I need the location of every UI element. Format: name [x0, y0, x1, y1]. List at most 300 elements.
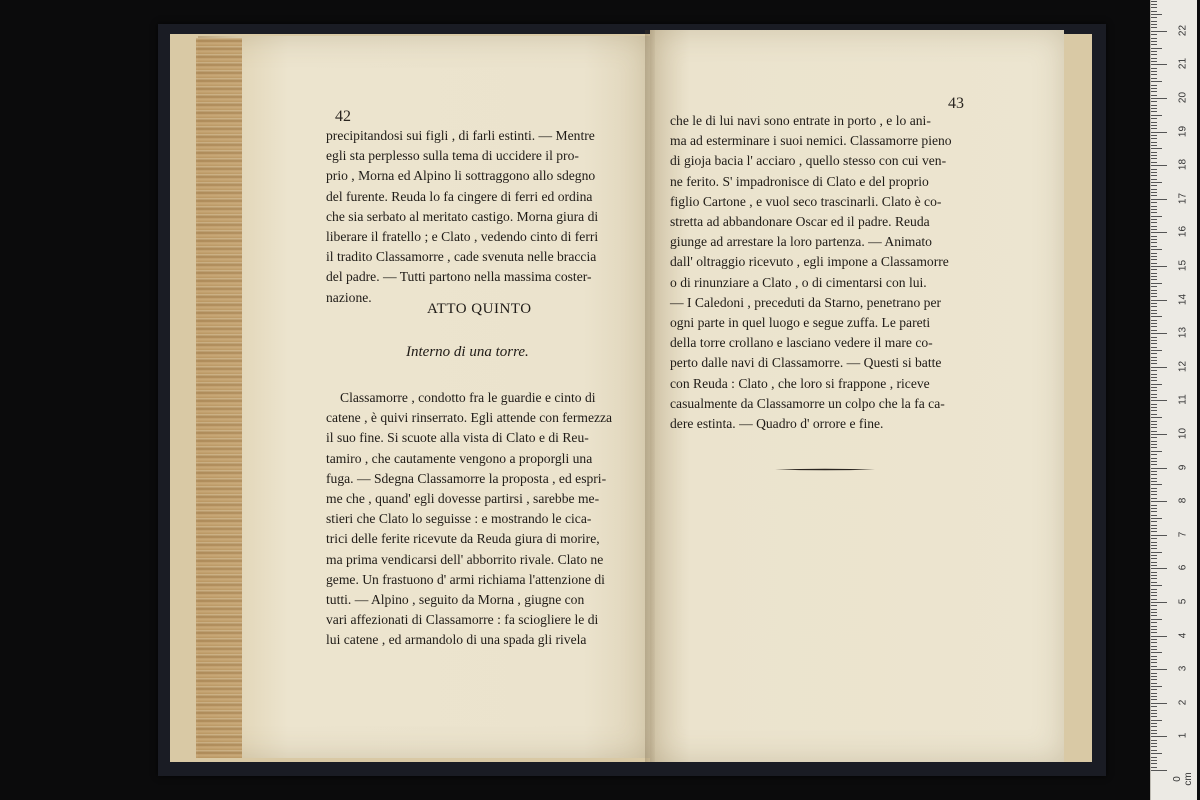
ruler-tick	[1151, 195, 1157, 196]
ruler-tick	[1151, 642, 1157, 643]
ruler-tick	[1151, 21, 1157, 22]
ruler-tick	[1151, 632, 1157, 633]
ruler-tick	[1151, 58, 1157, 59]
ruler-tick	[1151, 521, 1157, 522]
ruler-tick	[1151, 357, 1157, 358]
ruler-tick	[1151, 296, 1157, 297]
right-page-number: 43	[948, 95, 964, 112]
ruler-tick	[1151, 122, 1157, 123]
text-line: ma prima vendicarsi dell' abborrito rivale. Clato ne	[326, 551, 604, 567]
ruler-tick	[1151, 605, 1157, 606]
ruler-tick	[1151, 659, 1157, 660]
ruler-tick	[1151, 293, 1157, 294]
ruler-tick	[1151, 763, 1157, 764]
ruler-number: 1	[1177, 733, 1189, 739]
ruler-tick	[1151, 95, 1157, 96]
ruler-tick	[1151, 615, 1157, 616]
ruler-tick	[1151, 249, 1162, 250]
text-line: catene , è quivi rinserrato. Egli attende con fermezza	[326, 410, 613, 426]
ruler-tick	[1151, 575, 1157, 576]
text-line: con Reuda : Clato , che loro si frappone , riceve	[670, 375, 930, 391]
ruler-tick	[1151, 458, 1157, 459]
ruler-tick	[1151, 51, 1157, 52]
ruler-number: 10	[1177, 427, 1189, 440]
ruler-tick	[1151, 162, 1157, 163]
ruler-tick	[1151, 542, 1157, 543]
ruler-number: 9	[1177, 464, 1189, 470]
ruler-tick	[1151, 404, 1157, 405]
text-line: vari affezionati di Classamorre : fa sciogliere le di	[326, 612, 599, 628]
ruler-number: 7	[1177, 531, 1189, 538]
ruler-tick	[1151, 145, 1157, 146]
book-gutter	[645, 30, 655, 762]
ruler-tick	[1151, 562, 1157, 563]
ruler-tick	[1151, 85, 1157, 86]
ruler-tick	[1151, 555, 1157, 556]
ruler-tick	[1151, 612, 1157, 613]
text-line: stieri che Clato lo seguisse : e mostrando le cica-	[326, 511, 592, 527]
text-line: stretta ad abbandonare Oscar ed il padre. Reuda	[670, 214, 930, 230]
ruler-tick	[1151, 454, 1157, 455]
ruler-tick	[1151, 699, 1157, 700]
ruler-tick	[1151, 407, 1157, 408]
ruler-tick	[1151, 27, 1157, 28]
ruler-tick	[1151, 582, 1157, 583]
ruler-tick	[1151, 152, 1157, 153]
ruler-number: 16	[1177, 226, 1189, 238]
ruler-tick	[1151, 290, 1157, 291]
ruler-tick	[1151, 88, 1157, 89]
ruler-tick	[1151, 444, 1157, 445]
ruler-tick	[1151, 683, 1157, 684]
ruler-tick	[1151, 330, 1157, 331]
ruler-tick	[1151, 464, 1157, 465]
ruler-tick	[1151, 626, 1157, 627]
ruler-tick	[1151, 111, 1157, 112]
ruler-tick	[1151, 494, 1157, 495]
ruler-tick	[1151, 24, 1157, 25]
ruler-tick	[1151, 283, 1162, 284]
ruler-tick	[1151, 125, 1157, 126]
ruler-tick	[1151, 172, 1157, 173]
ruler-tick	[1151, 515, 1157, 516]
ruler-tick	[1151, 384, 1162, 385]
ruler-tick	[1151, 11, 1157, 12]
ruler-tick	[1151, 474, 1157, 475]
text-line: figlio Cartone , e vuol seco trascinarli. Clato è co-	[670, 193, 942, 209]
ruler-tick	[1151, 256, 1157, 257]
ruler-number: 22	[1177, 24, 1189, 36]
ruler-tick	[1151, 723, 1157, 724]
text-line: tutti. — Alpino , seguito da Morna , giugne con	[326, 592, 585, 608]
ruler-tick	[1151, 400, 1167, 401]
text-line: del furente. Reuda lo fa cingere di ferri ed ordina	[326, 188, 593, 204]
ruler-tick	[1151, 491, 1157, 492]
ruler-tick	[1151, 229, 1157, 230]
ruler-tick	[1151, 421, 1157, 422]
ruler-tick	[1151, 263, 1157, 264]
ruler-tick	[1151, 548, 1157, 549]
ruler-tick	[1151, 696, 1157, 697]
ruler-tick	[1151, 148, 1162, 149]
ruler-tick	[1151, 746, 1157, 747]
text-line: giunge ad arrestare la loro partenza. — Animato	[670, 234, 932, 250]
ruler-tick	[1151, 753, 1162, 754]
ruler-tick	[1151, 303, 1157, 304]
ruler-tick	[1151, 286, 1157, 287]
ruler-tick	[1151, 71, 1157, 72]
left-paragraph-2	[326, 388, 626, 651]
text-line: liberare il fratello ; e Clato , vedendo cinto di ferri	[326, 229, 599, 245]
ruler-number: 4	[1177, 632, 1189, 638]
left-paragraph-1	[326, 126, 626, 308]
text-line: o di rinunziare a Clato , o di cimentarsi con lui.	[670, 274, 927, 290]
ruler-tick	[1151, 61, 1157, 62]
ruler-tick	[1151, 108, 1157, 109]
ruler-tick	[1151, 34, 1157, 35]
ruler-number: 12	[1177, 360, 1189, 372]
text-line: ogni parte in quel luogo e segue zuffa. Le pareti	[670, 315, 931, 331]
ruler-tick	[1151, 447, 1157, 448]
act-title: ATTO QUINTO	[427, 301, 532, 317]
ruler-tick	[1151, 595, 1157, 596]
end-ornament-rule	[775, 468, 875, 471]
ruler-tick	[1151, 185, 1157, 186]
ruler-tick	[1151, 501, 1167, 502]
ruler-number: 11	[1177, 394, 1189, 406]
ruler-tick	[1151, 434, 1167, 435]
ruler-tick	[1151, 135, 1157, 136]
ruler-tick	[1151, 360, 1157, 361]
ruler-tick	[1151, 316, 1162, 317]
ruler-tick	[1151, 367, 1167, 368]
ruler-tick	[1151, 538, 1157, 539]
ruler-tick	[1151, 158, 1157, 159]
ruler-tick	[1151, 736, 1167, 737]
ruler-tick	[1151, 666, 1157, 667]
ruler-tick	[1151, 212, 1157, 213]
text-line: dall' oltraggio ricevuto , egli impone a Classamorre	[670, 254, 949, 270]
ruler-tick	[1151, 531, 1157, 532]
scene-title: Interno di una torre.	[406, 344, 529, 360]
text-line: di gioja bacia l' acciaro , quello stesso con cui ven-	[670, 153, 947, 169]
ruler-tick	[1151, 760, 1157, 761]
ruler-tick	[1151, 226, 1157, 227]
ruler-tick	[1151, 64, 1167, 65]
ruler-tick	[1151, 394, 1157, 395]
deckled-spine-edge	[196, 38, 242, 758]
ruler-tick	[1151, 343, 1157, 344]
ruler-tick	[1151, 273, 1157, 274]
ruler-tick	[1151, 310, 1157, 311]
ruler-tick	[1151, 68, 1157, 69]
ruler-number: 2	[1177, 699, 1189, 706]
ruler-tick	[1151, 488, 1157, 489]
ruler-tick	[1151, 165, 1167, 166]
ruler-tick	[1151, 545, 1157, 546]
ruler-tick	[1151, 656, 1157, 657]
ruler-tick	[1151, 387, 1157, 388]
ruler-tick	[1151, 417, 1162, 418]
ruler-tick	[1151, 320, 1157, 321]
ruler-tick	[1151, 686, 1162, 687]
ruler-tick	[1151, 105, 1157, 106]
ruler-unit-label: 0 cm	[1172, 772, 1194, 786]
text-line: me che , quand' egli dovesse partirsi , sarebbe me-	[326, 491, 600, 507]
ruler-tick	[1151, 14, 1162, 15]
text-line: nazione.	[326, 289, 372, 305]
measurement-ruler	[1150, 0, 1197, 800]
ruler-tick	[1151, 31, 1167, 32]
text-line: che le di lui navi sono entrate in porto , e lo ani-	[670, 113, 931, 128]
text-line: precipitandosi sui figli , di farli estinti. — Mentre	[326, 128, 595, 143]
ruler-tick	[1151, 461, 1157, 462]
text-line: dere estinta. — Quadro d' orrore e fine.	[670, 416, 884, 432]
ruler-tick	[1151, 622, 1157, 623]
ruler-tick	[1151, 585, 1162, 586]
ruler-tick	[1151, 209, 1157, 210]
ruler-tick	[1151, 216, 1162, 217]
text-line: casualmente da Classamorre un colpo che la fa ca-	[670, 395, 945, 411]
ruler-tick	[1151, 414, 1157, 415]
ruler-tick	[1151, 437, 1157, 438]
ruler-tick	[1151, 528, 1157, 529]
ruler-tick	[1151, 525, 1157, 526]
ruler-tick	[1151, 713, 1157, 714]
text-line: geme. Un frastuono d' armi richiama l'attenzione di	[326, 571, 605, 587]
ruler-tick	[1151, 41, 1157, 42]
ruler-tick	[1151, 716, 1157, 717]
text-line: del padre. — Tutti partono nella massima coster-	[326, 269, 592, 285]
text-line: tamiro , che cautamente vengono a proporgli una	[326, 450, 593, 466]
ruler-tick	[1151, 599, 1157, 600]
ruler-tick	[1151, 646, 1157, 647]
ruler-tick	[1151, 441, 1157, 442]
ruler-tick	[1151, 377, 1157, 378]
ruler-tick	[1151, 380, 1157, 381]
ruler-tick	[1151, 239, 1157, 240]
ruler-tick	[1151, 78, 1157, 79]
ruler-tick	[1151, 518, 1162, 519]
ruler-tick	[1151, 710, 1157, 711]
ruler-tick	[1151, 54, 1157, 55]
ruler-tick	[1151, 48, 1162, 49]
ruler-tick	[1151, 706, 1157, 707]
ruler-tick	[1151, 98, 1167, 99]
ruler-number: 19	[1177, 125, 1189, 137]
ruler-tick	[1151, 363, 1157, 364]
ruler-tick	[1151, 619, 1162, 620]
ruler-tick	[1151, 770, 1167, 771]
ruler-tick	[1151, 390, 1157, 391]
ruler-tick	[1151, 326, 1157, 327]
text-line: lui catene , ed armandolo di una spada gli rivela	[326, 632, 587, 648]
ruler-tick	[1151, 192, 1157, 193]
ruler-tick	[1151, 74, 1157, 75]
ruler-tick	[1151, 652, 1162, 653]
ruler-tick	[1151, 498, 1157, 499]
ruler-tick	[1151, 589, 1157, 590]
ruler-tick	[1151, 676, 1157, 677]
ruler-tick	[1151, 266, 1167, 267]
ruler-tick	[1151, 118, 1157, 119]
ruler-tick	[1151, 202, 1157, 203]
ruler-tick	[1151, 750, 1157, 751]
ruler-tick	[1151, 726, 1157, 727]
text-line: prio , Morna ed Alpino li sottraggono allo sdegno	[326, 168, 596, 184]
ruler-tick	[1151, 219, 1157, 220]
ruler-tick	[1151, 565, 1157, 566]
ruler-tick	[1151, 350, 1162, 351]
ruler-tick	[1151, 246, 1157, 247]
ruler-tick	[1151, 169, 1157, 170]
text-line: trici delle ferite ricevute da Reuda giura di morire,	[326, 531, 600, 547]
ruler-tick	[1151, 669, 1167, 670]
ruler-tick	[1151, 323, 1157, 324]
ruler-tick	[1151, 340, 1157, 341]
ruler-tick	[1151, 222, 1157, 223]
ruler-number: 15	[1177, 259, 1189, 272]
ruler-tick	[1151, 767, 1157, 768]
ruler-tick	[1151, 175, 1157, 176]
ruler-tick	[1151, 508, 1157, 509]
ruler-tick	[1151, 558, 1157, 559]
ruler-tick	[1151, 535, 1167, 536]
text-line: fuga. — Sdegna Classamorre la proposta , ed espri-	[326, 470, 607, 486]
left-page-number: 42	[335, 108, 351, 125]
ruler-tick	[1151, 662, 1157, 663]
ruler-tick	[1151, 1, 1157, 2]
ruler-tick	[1151, 609, 1157, 610]
ruler-tick	[1151, 602, 1167, 603]
ruler-tick	[1151, 511, 1157, 512]
ruler-tick	[1151, 142, 1157, 143]
text-line: il tradito Classamorre , cade svenuta nelle braccia	[326, 249, 597, 265]
ruler-tick	[1151, 253, 1157, 254]
ruler-tick	[1151, 300, 1167, 301]
ruler-tick	[1151, 242, 1157, 243]
ruler-number: 3	[1177, 665, 1189, 672]
ruler-tick	[1151, 81, 1162, 82]
ruler-tick	[1151, 155, 1157, 156]
ruler-tick	[1151, 279, 1157, 280]
ruler-number: 13	[1177, 327, 1189, 339]
ruler-tick	[1151, 38, 1157, 39]
ruler-tick	[1151, 128, 1157, 129]
ruler-tick	[1151, 673, 1157, 674]
text-line: — I Caledoni , preceduti da Starno, penetrano per	[670, 294, 942, 310]
ruler-number: 8	[1177, 497, 1189, 504]
ruler-tick	[1151, 730, 1157, 731]
ruler-tick	[1151, 182, 1162, 183]
ruler-number: 18	[1177, 159, 1189, 171]
ruler-tick	[1151, 568, 1167, 569]
text-line: della torre crollano e lasciano vedere il mare co-	[670, 335, 933, 351]
ruler-tick	[1151, 552, 1162, 553]
ruler-tick	[1151, 7, 1157, 8]
ruler-tick	[1151, 132, 1167, 133]
ruler-tick	[1151, 199, 1167, 200]
ruler-tick	[1151, 720, 1162, 721]
ruler-tick	[1151, 733, 1157, 734]
ruler-tick	[1151, 679, 1157, 680]
ruler-tick	[1151, 451, 1162, 452]
ruler-tick	[1151, 689, 1157, 690]
text-line: che sia serbato al meritato castigo. Morna giura di	[326, 208, 599, 224]
ruler-tick	[1151, 636, 1167, 637]
ruler-tick	[1151, 4, 1157, 5]
ruler-tick	[1151, 17, 1157, 18]
ruler-tick	[1151, 353, 1157, 354]
ruler-tick	[1151, 115, 1162, 116]
ruler-tick	[1151, 206, 1157, 207]
ruler-tick	[1151, 740, 1157, 741]
ruler-number: 20	[1177, 91, 1189, 104]
ruler-number: 17	[1177, 192, 1189, 204]
ruler-number: 21	[1177, 58, 1189, 70]
ruler-tick	[1151, 757, 1157, 758]
ruler-tick	[1151, 269, 1157, 270]
ruler-tick	[1151, 431, 1157, 432]
ruler-tick	[1151, 189, 1157, 190]
ruler-tick	[1151, 693, 1157, 694]
ruler-tick	[1151, 347, 1157, 348]
ruler-tick	[1151, 424, 1157, 425]
ruler-tick	[1151, 232, 1167, 233]
ruler-tick	[1151, 468, 1167, 469]
ruler-tick	[1151, 397, 1157, 398]
ruler-tick	[1151, 481, 1157, 482]
ruler-tick	[1151, 337, 1157, 338]
ruler-tick	[1151, 427, 1157, 428]
ruler-tick	[1151, 370, 1157, 371]
ruler-tick	[1151, 138, 1157, 139]
ruler-tick	[1151, 276, 1157, 277]
ruler-tick	[1151, 484, 1162, 485]
right-paragraph	[670, 111, 968, 434]
text-line: ma ad esterminare i suoi nemici. Classamorre pieno	[670, 133, 952, 149]
ruler-tick	[1151, 313, 1157, 314]
ruler-tick	[1151, 639, 1157, 640]
ruler-tick	[1151, 649, 1157, 650]
ruler-tick	[1151, 743, 1157, 744]
text-line: egli sta perplesso sulla tema di uccidere il pro-	[326, 148, 579, 164]
ruler-tick	[1151, 236, 1157, 237]
ruler-number: 14	[1177, 293, 1189, 305]
text-line: perto dalle navi di Classamorre. — Questi si batte	[670, 355, 942, 371]
ruler-tick	[1151, 179, 1157, 180]
ruler-tick	[1151, 101, 1157, 102]
ruler-tick	[1151, 478, 1157, 479]
ruler-tick	[1151, 629, 1157, 630]
ruler-tick	[1151, 572, 1157, 573]
ruler-tick	[1151, 306, 1157, 307]
ruler-tick	[1151, 578, 1157, 579]
ruler-tick	[1151, 703, 1167, 704]
text-line: ne ferito. S' impadronisce di Clato e del proprio	[670, 173, 929, 189]
ruler-tick	[1151, 333, 1167, 334]
ruler-tick	[1151, 505, 1157, 506]
ruler-tick	[1151, 592, 1157, 593]
ruler-number: 6	[1177, 565, 1189, 571]
ruler-tick	[1151, 44, 1157, 45]
ruler-tick	[1151, 374, 1157, 375]
ruler-number: 5	[1177, 598, 1189, 605]
ruler-tick	[1151, 259, 1157, 260]
ruler-tick	[1151, 471, 1157, 472]
ruler-tick	[1151, 91, 1157, 92]
text-line: Classamorre , condotto fra le guardie e cinto di	[340, 390, 596, 405]
